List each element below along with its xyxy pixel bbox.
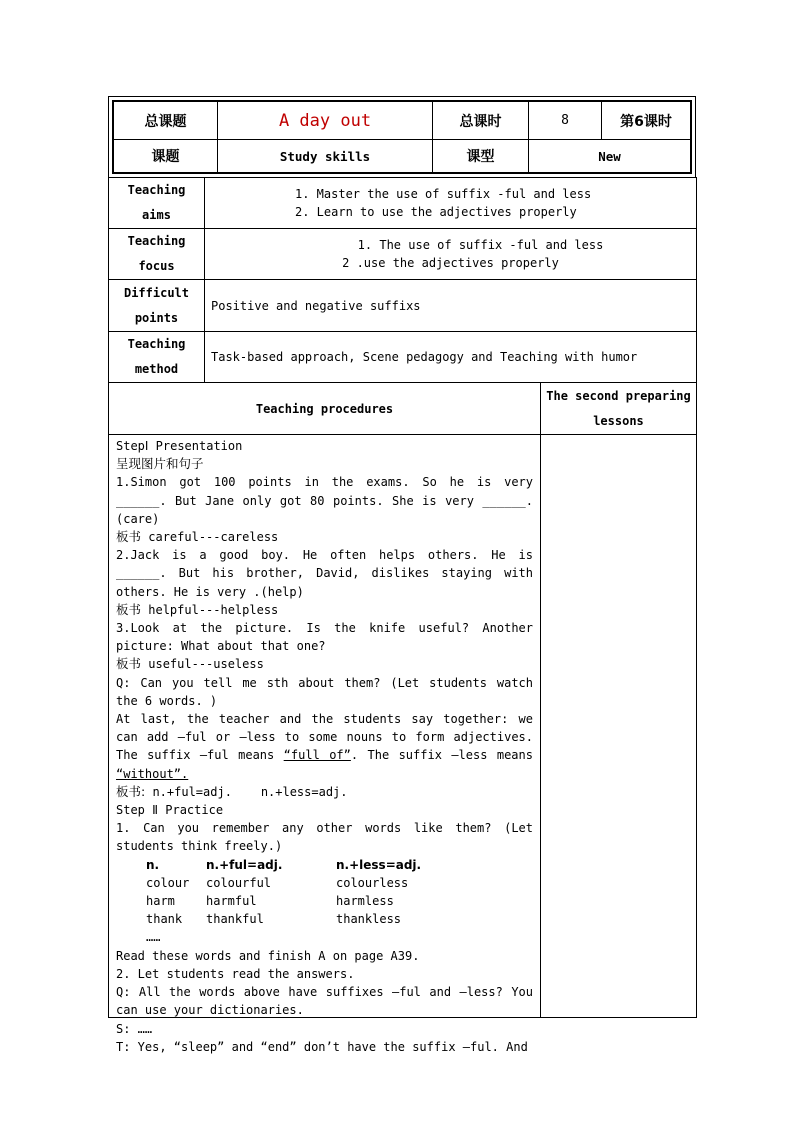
period-label: 第6课时 <box>602 102 691 140</box>
procedures-header-row <box>109 383 697 435</box>
type-value: New <box>529 140 691 173</box>
focus-item: 2 .use the adjectives properly <box>342 256 559 270</box>
total-periods-label: 总课时 <box>433 102 529 140</box>
header-frame <box>112 100 692 174</box>
lesson-label: 课题 <box>114 140 218 173</box>
method-content: Task-based approach, Scene pedagogy and Teaching with humor <box>205 332 697 383</box>
header-table <box>113 101 691 173</box>
question-1: Q: Can you tell me sth about them? (Let students watch the 6 words. ) <box>116 675 541 708</box>
method-label: Teaching method <box>109 332 205 383</box>
word-table-cell: colourless <box>336 875 409 890</box>
topic-label: 总课题 <box>114 102 218 140</box>
word-table-cell: …… <box>146 930 161 945</box>
difficult-label: Difficult points <box>109 280 205 332</box>
aims-item: 1. Master the use of suffix -ful and less <box>295 187 592 201</box>
suffix-word-table <box>116 856 533 947</box>
together-paragraph: At last, the teacher and the students say together: we can add –ful or –less to some nouns to form adjectives. The suffix –ful means “full of”. The suffix –less means “without”. <box>116 712 541 781</box>
focus-row <box>109 229 697 280</box>
teacher-line: T: Yes, “sleep” and “end” don’t have the suffix –ful. And <box>116 1039 528 1054</box>
aims-item: 2. Learn to use the adjectives properly <box>295 205 577 219</box>
without-underlined: “without”. <box>116 766 189 781</box>
board-note-1: 板书 careful---careless <box>116 529 279 545</box>
practice-1: 1. Can you remember any other words like them? (Let students think freely.) <box>116 821 541 854</box>
read-instruction: Read these words and finish A on page A39. <box>116 948 420 963</box>
word-table-header: n. <box>146 857 160 872</box>
board-note-4: 板书: n.+ful=adj. n.+less=adj. <box>116 783 348 799</box>
word-table-header: n.+ful=adj. <box>206 857 283 872</box>
second-preparing-label: The second preparing lessons <box>541 383 697 435</box>
procedures-heading: Teaching procedures <box>109 383 541 435</box>
step2-heading: Step Ⅱ Practice <box>116 803 224 818</box>
word-table-header: n.+less=adj. <box>336 857 422 872</box>
second-preparing-notes <box>541 435 697 1018</box>
sentence-2: 2.Jack is a good boy. He often helps others. He is ______. But his brother, David, dislikes staying with others. He is very .(help) <box>116 548 541 599</box>
aims-row <box>109 178 697 229</box>
board-note-2: 板书 helpful---helpless <box>116 601 279 617</box>
word-table-cell <box>336 928 486 946</box>
student-line: S: …… <box>116 1021 153 1036</box>
word-table-cell: colourful <box>206 875 272 890</box>
header-block <box>108 96 696 178</box>
show-pictures-note: 呈现图片和句子 <box>116 456 204 472</box>
method-row <box>109 332 697 383</box>
word-table-cell: harmless <box>336 894 394 909</box>
focus-content <box>205 229 697 280</box>
aims-content <box>205 178 697 229</box>
aims-label: Teaching aims <box>109 178 205 229</box>
main-table <box>108 177 697 1054</box>
word-table-cell <box>206 928 336 946</box>
lesson-value: Study skills <box>218 140 433 173</box>
topic-title: A day out <box>218 102 433 140</box>
difficult-row <box>109 280 697 332</box>
sentence-3: 3.Look at the picture. Is the knife useful? Another picture: What about that one? <box>116 621 541 654</box>
question-2: Q: All the words above have suffixes –ful and –less? You can use your dictionaries. <box>116 985 541 1018</box>
focus-item: 1. The use of suffix -ful and less <box>357 238 604 252</box>
procedures-content <box>109 435 541 1054</box>
total-periods-value: 8 <box>529 102 602 140</box>
practice-2: 2. Let students read the answers. <box>116 966 355 981</box>
word-table-cell: thank <box>146 912 183 927</box>
word-table-cell: colour <box>146 875 190 890</box>
focus-label: Teaching focus <box>109 229 205 280</box>
procedures-body-row <box>109 435 697 1018</box>
difficult-content: Positive and negative suffixs <box>205 280 697 332</box>
word-table-cell: harm <box>146 894 175 909</box>
sentence-1: 1.Simon got 100 points in the exams. So he is very ______. But Jane only got 80 points. She is very ______.(care) <box>116 475 541 526</box>
step1-heading: StepⅠ Presentation <box>116 439 243 453</box>
word-table-cell: thankful <box>206 912 264 927</box>
board-note-3: 板书 useful---useless <box>116 656 264 672</box>
full-of-underlined: “full of” <box>283 748 351 763</box>
word-table-cell: harmful <box>206 894 257 909</box>
word-table-cell: thankless <box>336 912 402 927</box>
type-label: 课型 <box>433 140 529 173</box>
